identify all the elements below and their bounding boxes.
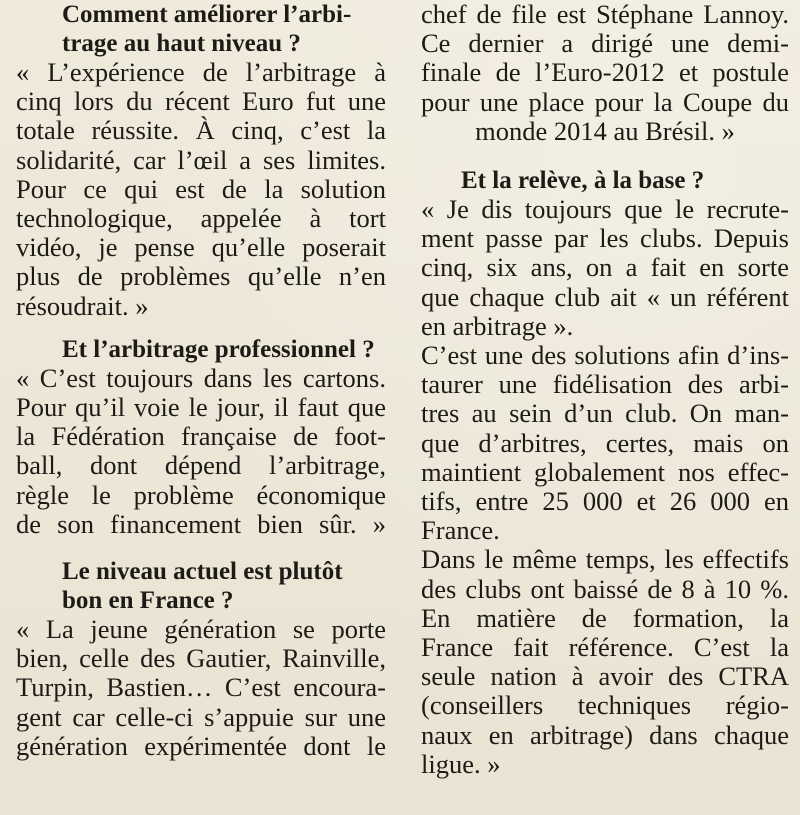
heading-current-level [16,557,386,615]
text-line: monde 2014 au Brésil. » [475,115,735,146]
text-line: solidarité, car l’œil a ses limites. [16,144,386,175]
text-line: « La jeune génération se porte [16,614,386,645]
text-line: tifs, entre 25 000 et 26 000 en [421,486,789,517]
paragraph-lannoy [421,0,789,146]
text-line: en arbitrage ». [421,310,574,341]
text-line: des clubs ont baissé de 8 à 10 %. [421,573,789,604]
text-line: En matière de formation, la [421,602,789,633]
text-line: tres au sein d’un club. On man- [421,398,789,429]
paragraph-professional [16,364,386,539]
paragraph-recruitment [421,195,789,341]
right-column [421,0,789,779]
heading-line: Le niveau actuel est plutôt [62,558,343,586]
text-line: Pour ce qui est de la solution [16,173,386,204]
text-line: pour une place pour la Coupe du [421,86,789,117]
heading-grassroots [421,166,789,195]
text-line: cinq lors du récent Euro fut une [16,86,386,117]
text-line: ment passe par les clubs. Depuis [421,223,789,254]
text-line: Ce dernier a dirigé une demi- [421,28,789,59]
paragraph-young-generation [16,615,386,761]
heading-line: trage au haut niveau ? [62,30,301,57]
text-line: ligue. » [421,748,501,779]
paragraph-training [421,545,789,779]
text-line: « C’est toujours dans les cartons. [16,362,386,393]
text-line: maintient globalement nos effec- [421,456,789,487]
text-line: Pour qu’il voie le jour, il faut que [16,392,386,423]
paragraph-euro-experience [16,58,386,321]
text-line: résoudrait. » [16,290,149,321]
text-line: finale de l’Euro-2012 et postule [421,57,789,88]
text-line: plus de problèmes qu’elle n’en [16,261,386,292]
heading-line: bon en France ? [62,587,234,615]
text-line: taurer une fidélisation des arbi- [421,369,789,400]
text-line: Turpin, Bastien… C’est encoura- [16,672,386,703]
text-line: génération expérimentée dont le [16,730,386,761]
text-line: « Je dis toujours que le recrute- [421,194,789,225]
text-line: que d’arbitres, certes, mais on [421,427,789,458]
text-line: bien, celle des Gautier, Rainville, [16,643,386,674]
text-line: Dans le même temps, les effectifs [421,544,789,575]
text-line: vidéo, je pense qu’elle poserait [16,232,386,263]
text-line: France. [421,515,500,546]
text-line: « L’expérience de l’arbitrage à [16,57,386,87]
text-line: seule nation à avoir des CTRA [421,661,789,692]
text-line: chef de file est Stéphane Lannoy. [421,0,789,29]
heading-professional-refereeing [16,335,386,364]
heading-line: Et l’arbitrage professionnel ? [62,335,375,363]
text-line: que chaque club ait « un référent [421,281,789,312]
text-line: (conseillers techniques régio- [421,690,789,721]
text-line: ball, dont dépend l’arbitrage, [16,450,386,481]
left-column [16,0,386,761]
text-line: cinq, six ans, on a fait en sorte [421,252,789,283]
paragraph-retention [421,341,789,545]
text-line: totale réussite. À cinq, c’est la [16,115,386,146]
text-line: naux en arbitrage) dans chaque [421,719,789,750]
text-line: technologique, appelée à tort [16,203,386,234]
text-line: de son financement bien sûr. » [16,508,386,539]
heading-improve-refereeing [16,0,386,58]
heading-line: Et la relève, à la base ? [461,167,705,195]
text-line: C’est une des solutions afin d’ins- [421,340,789,371]
heading-line: Comment améliorer l’arbi- [62,1,352,28]
text-line: France fait référence. C’est la [421,632,789,663]
text-line: gent car celle-ci s’appuie sur une [16,701,386,732]
text-line: la Fédération française de foot- [16,421,386,452]
text-line: règle le problème économique [16,479,386,510]
